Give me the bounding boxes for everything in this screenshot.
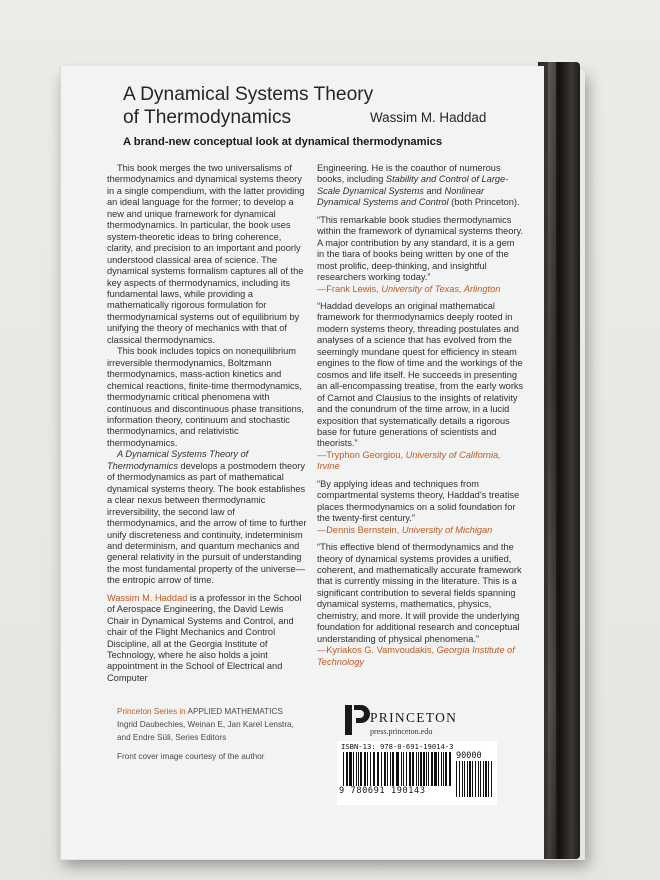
barcode-bar	[441, 752, 442, 786]
endorser-name: —Frank Lewis,	[317, 283, 382, 294]
endorsement-attribution-2	[317, 450, 524, 473]
endorsement-attribution-1	[317, 284, 524, 295]
endorsement-quote-4: “This effective blend of thermodynamics and the theory of dynamical systems provides a unified, coherent, and mathematically accurate framework that is currently missing in the literature. This is a significant contribution to several fields spanning dynamical systems, mathematics, physics, chemistry, and more. It will provide the underlying foundation for additional research and conceptual understanding of physical phenomena.”	[317, 542, 522, 644]
barcode-bar	[467, 761, 468, 797]
barcode-bar	[390, 752, 391, 786]
barcode-bar	[418, 752, 419, 786]
endorser-affiliation: University of Michigan	[401, 524, 493, 535]
barcode-bar	[469, 761, 471, 797]
barcode-bar	[416, 752, 417, 786]
bio-cont-text-b: and	[423, 185, 445, 196]
bio-book-title-1: Stability and Control of Large-Scale Dynamical Systems	[317, 174, 509, 196]
barcode-bar	[423, 752, 425, 786]
endorsement-quote-3: “By applying ideas and techniques from compartmental systems theory, Haddad’s treatise places thermodynamics on a solid foundation for the twenty-first century.”	[317, 478, 520, 524]
barcode-bar	[401, 752, 402, 786]
endorser-affiliation: Georgia Institute of Technology	[317, 645, 515, 667]
publisher-url: press.princeton.edu	[370, 727, 433, 736]
bio-cont-text-a: Engineering. He is the coauthor of numerous books, including	[317, 163, 501, 185]
barcode-bar	[370, 752, 371, 786]
barcode-bar	[431, 752, 433, 786]
endorsement-quote-1: “This remarkable book studies thermodynamics within the framework of dynamical systems theory. A major contribution by any standard, it is a gem in the tiara of books being written by one of the most prolific, deep-thinking, and insightful researchers working today.”	[317, 214, 523, 283]
barcode-bar	[475, 761, 476, 797]
barcode-bar	[364, 752, 366, 786]
isbn-text: ISBN-13: 978-0-691-19014-3	[341, 742, 454, 751]
price-barcode	[456, 761, 494, 797]
barcode-bar	[426, 752, 427, 786]
book-title-italic: A Dynamical Systems Theory of Thermodynamics	[107, 449, 249, 471]
author-bio	[107, 593, 307, 685]
barcode-bar	[472, 761, 473, 797]
barcode-bar	[491, 761, 492, 797]
series-editors-2: and Endre Süli, Series Editors	[117, 732, 227, 742]
author-bio-continued	[317, 163, 524, 209]
barcode-bar	[396, 752, 399, 786]
endorser-name: —Tryphon Georgiou,	[317, 449, 406, 460]
barcode-bar	[349, 752, 352, 786]
barcode-bar	[464, 761, 465, 797]
description-paragraph-1: This book merges the two universalisms of thermodynamics and dynamical systems theory in a single compendium, with the latter providing an ideal language for the former; to develop a new and unique framework for dynamical thermodynamics. In particular, the book uses system-theoretic ideas to bring coherence, clarity, and precision to an important and poorly understood classical area of science. The dynamical systems formalism captures all of the key aspects of thermodynamics, including its fundamental laws, while providing a mathematically rigorous formulation for thermodynamical systems out of equilibrium by unifying the theory of mechanics with that of classical thermodynamics.	[107, 163, 305, 345]
barcode-bar	[353, 752, 354, 786]
barcode-bar	[367, 752, 368, 786]
series-info	[117, 706, 317, 744]
tagline: A brand-new conceptual look at dynamical thermodynamics	[123, 136, 443, 148]
barcode-bar	[381, 752, 382, 786]
barcode-bar	[428, 752, 429, 786]
price-code: 90000	[456, 751, 482, 761]
barcode-bar	[483, 761, 484, 797]
barcode-bar	[343, 752, 344, 786]
barcode-bar	[445, 752, 447, 786]
barcode-bar	[443, 752, 444, 786]
barcode-bar	[384, 752, 386, 786]
endorsement-attribution-4	[317, 645, 524, 668]
barcode-bar	[434, 752, 437, 786]
book-title: A Dynamical Systems Theory of Thermodynamics	[123, 84, 374, 128]
author-name: Wassim M. Haddad	[370, 110, 487, 125]
barcode-bar	[412, 752, 414, 786]
barcode-bar	[480, 761, 481, 797]
barcode-bar	[409, 752, 411, 786]
bio-book-title-2: Nonlinear Dynamical Systems and Control	[317, 185, 485, 208]
barcode-bar	[456, 761, 457, 797]
barcode-bar	[420, 752, 422, 786]
left-column	[107, 163, 307, 684]
ean-barcode	[343, 752, 453, 786]
cover-image-credit: Front cover image courtesy of the author	[117, 752, 265, 761]
barcode-bar	[387, 752, 388, 786]
endorser-affiliation: University of California, Irvine	[317, 449, 501, 472]
description-paragraph-2: This book includes topics on nonequilibrium irreversible thermodynamics, Boltzmann thermodynamics, mass-action kinetics and chemical reactions, finite-time thermodynamics, thermodynamic critical phenomena with continuous and discontinuous phase transitions, information theory, continuum and stochastic thermodynamics, and relativistic thermodynamics.	[107, 346, 304, 448]
barcode-bar	[462, 761, 463, 797]
barcode-bar	[356, 752, 357, 786]
endorsement-quote-2: “Haddad develops an original mathematical framework for thermodynamics deeply rooted in modern systems theory, threading postulates and analyses of a science that has evolved from the seemingly mundane quest for efficiency in steam engines to the flow of time and the workings of the cosmos and life itself. He succeeds in presenting an all-encompassing treatise, from the early works of Carnot and Clausius to the insights of relativity and the conundrum of the time arrow, in a lucid exposition that systematically details a rigorous base for future generations of scientists and theorists.”	[317, 300, 524, 449]
barcode-bar	[346, 752, 348, 786]
barcode-bar	[358, 752, 359, 786]
bio-author-name: Wassim M. Haddad	[107, 592, 188, 603]
series-label: Princeton Series in	[117, 707, 188, 716]
endorser-name: —Kyriakos G. Vamvoudakis,	[317, 645, 437, 656]
endorsement-attribution-3	[317, 525, 524, 536]
barcode-bar	[403, 752, 404, 786]
barcode-bar	[438, 752, 439, 786]
series-editors-1: Ingrid Daubechies, Weinan E, Jan Karel Lenstra,	[117, 719, 294, 729]
barcode-bar	[485, 761, 487, 797]
series-title	[117, 706, 317, 719]
barcode-bar	[392, 752, 394, 786]
barcode-bar	[373, 752, 375, 786]
barcode-bar	[478, 761, 479, 797]
barcode-bar	[449, 752, 451, 786]
spine-glare	[548, 62, 556, 859]
barcode-bar	[459, 761, 460, 797]
series-name: APPLIED MATHEMATICS	[187, 707, 283, 716]
paragraph-3-text: develops a postmodern theory of thermodynamics as part of mathematical dynamical systems theory. The book establishes a clear nexus between thermodynamic irreversibility, the second law of thermodynamics, and the arrow of time to further unify discreteness and continuity, indeterminism and determinism, and quantum mechanics and general relativity in the pursuit of understanding the most fundamental property of the universe—the entropic arrow of time.	[107, 460, 307, 586]
right-column	[317, 163, 524, 668]
endorser-name: —Dennis Bernstein,	[317, 524, 402, 535]
barcode-bar	[377, 752, 379, 786]
publisher-name: PRINCETON	[370, 710, 458, 725]
bio-cont-text-c: (both Princeton).	[448, 197, 520, 208]
endorser-affiliation: University of Texas, Arlington	[381, 283, 501, 294]
barcode-bar	[488, 761, 489, 797]
barcode-bar	[360, 752, 362, 786]
barcode-digits: 9 780691 190143	[339, 786, 426, 796]
book-spine	[538, 62, 580, 859]
bio-text: is a professor in the School of Aerospace Engineering, the David Lewis Chair in Dynamical Systems and Control, and chair of the Flight Mechanics and Control Discipline, all at the Georgia Institute of Technology, where he also holds a joint appointment in the School of Electrical and Computer	[107, 592, 302, 683]
barcode-bar	[406, 752, 407, 786]
description-paragraph-3	[107, 449, 307, 586]
